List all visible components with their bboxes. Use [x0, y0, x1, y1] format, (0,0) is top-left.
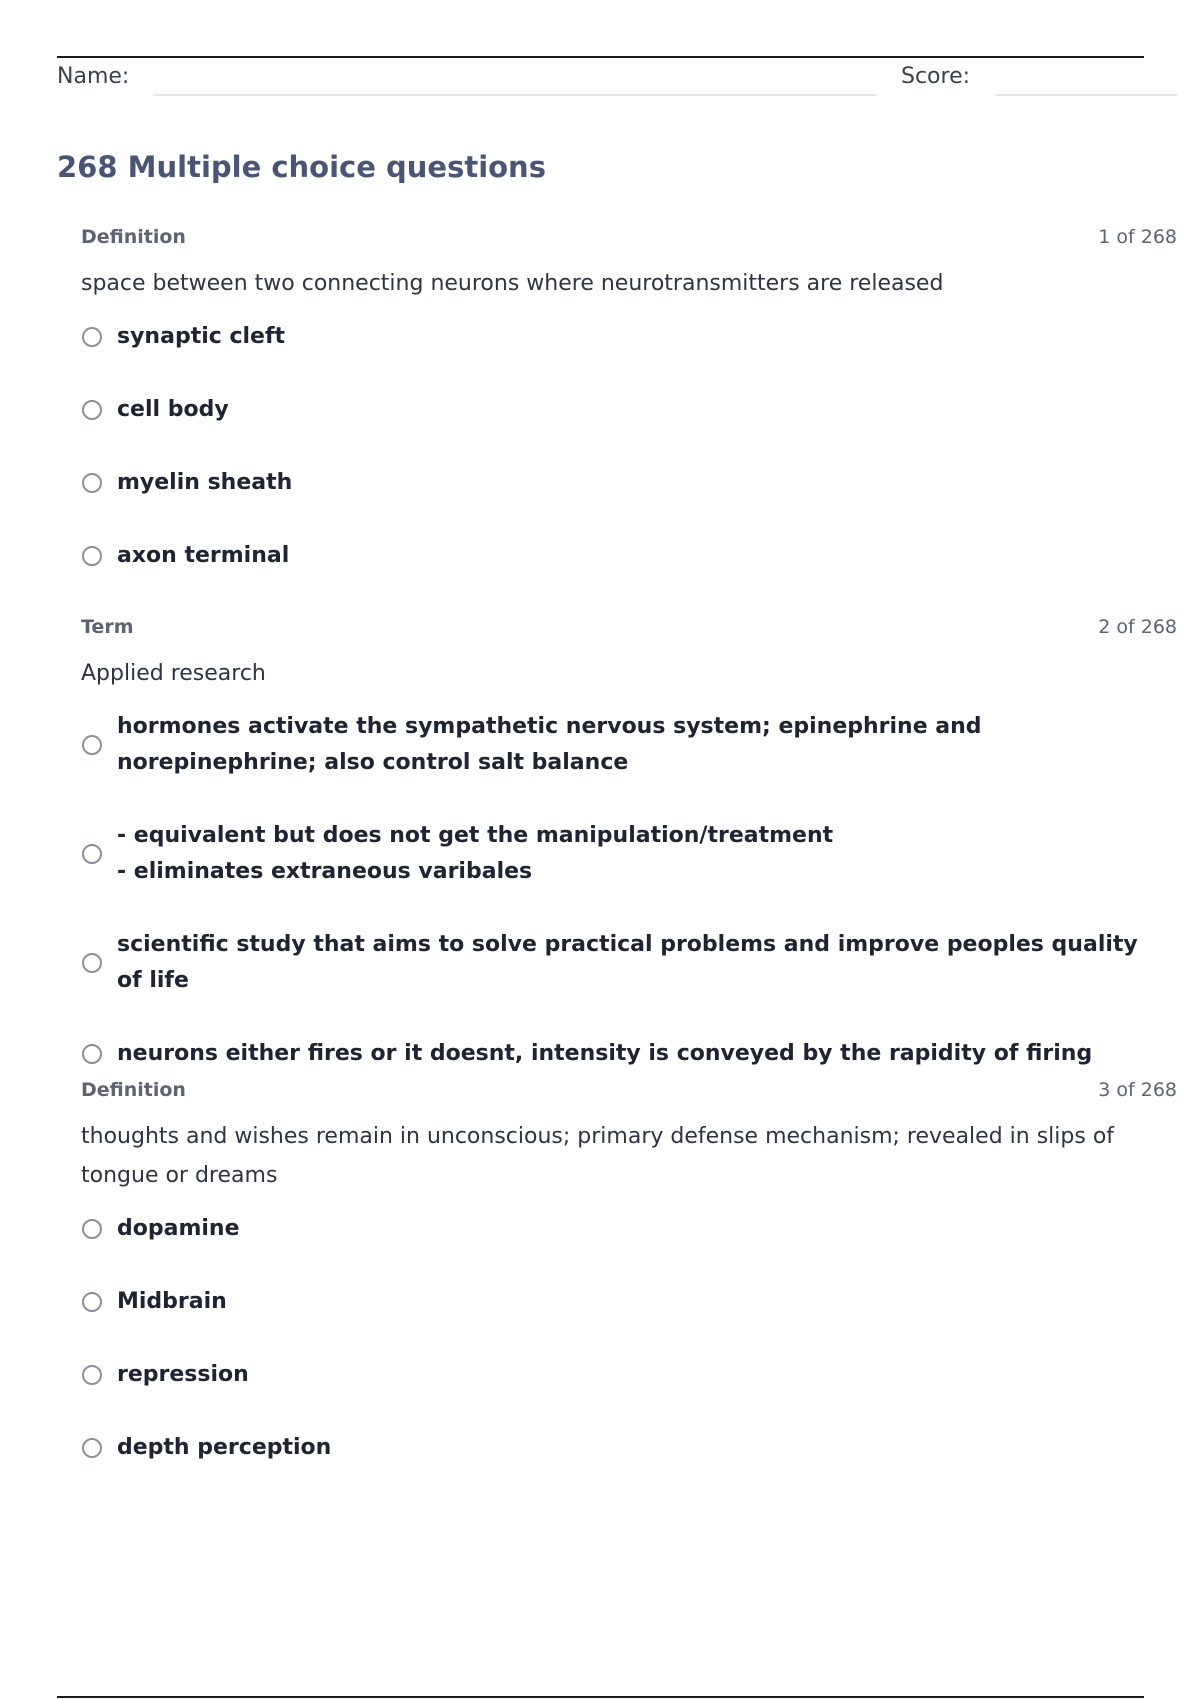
question-1: [81, 226, 1177, 611]
radio-button-icon[interactable]: [82, 1044, 102, 1064]
question-header: [81, 1079, 1177, 1107]
option-b[interactable]: [81, 818, 1177, 890]
question-type: Term: [81, 616, 134, 638]
score-label: Score:: [901, 64, 971, 89]
option-label: scientific study that aims to solve practical problems and improve peoples quality of life: [117, 932, 1138, 993]
radio-button-icon[interactable]: [82, 1292, 102, 1312]
option-d[interactable]: [81, 538, 1177, 574]
radio-button-icon[interactable]: [82, 844, 102, 864]
question-counter: 2 of 268: [1098, 616, 1177, 638]
option-a[interactable]: [81, 1211, 1177, 1247]
option-a[interactable]: [81, 709, 1177, 781]
question-counter: 1 of 268: [1098, 226, 1177, 248]
option-label: axon terminal: [117, 543, 290, 568]
question-header: [81, 616, 1177, 644]
option-c[interactable]: [81, 1357, 1177, 1393]
radio-button-icon[interactable]: [82, 1438, 102, 1458]
radio-button-icon[interactable]: [82, 1365, 102, 1385]
question-header: [81, 226, 1177, 254]
options-list: [81, 709, 1177, 1072]
radio-button-icon[interactable]: [82, 473, 102, 493]
score-field-line[interactable]: [995, 94, 1177, 96]
radio-button-icon[interactable]: [82, 1219, 102, 1239]
radio-button-icon[interactable]: [82, 327, 102, 347]
question-type: Definition: [81, 1079, 186, 1101]
option-label: cell body: [117, 397, 229, 422]
question-prompt: space between two connecting neurons where neurotransmitters are released: [81, 271, 944, 296]
option-label: neurons either fires or it doesnt, intensity is conveyed by the rapidity of firing: [117, 1041, 1093, 1066]
option-label: synaptic cleft: [117, 324, 286, 349]
question-2: [81, 616, 1177, 1109]
option-label: depth perception: [117, 1435, 332, 1460]
option-c[interactable]: [81, 465, 1177, 501]
radio-button-icon[interactable]: [82, 735, 102, 755]
option-b[interactable]: [81, 392, 1177, 428]
radio-button-icon[interactable]: [82, 546, 102, 566]
radio-button-icon[interactable]: [82, 400, 102, 420]
page-title: 268 Multiple choice questions: [57, 150, 546, 184]
question-prompt: Applied research: [81, 661, 266, 686]
option-label: Midbrain: [117, 1289, 227, 1314]
name-field-line[interactable]: [153, 94, 877, 96]
option-label: myelin sheath: [117, 470, 293, 495]
name-label: Name:: [57, 64, 130, 89]
bottom-rule: [57, 1696, 1144, 1698]
question-type: Definition: [81, 226, 186, 248]
question-3: [81, 1079, 1177, 1503]
option-label: repression: [117, 1362, 249, 1387]
options-list: [81, 319, 1177, 574]
option-label: dopamine: [117, 1216, 240, 1241]
option-label: - equivalent but does not get the manipulation/treatment - eliminates extraneous varibales: [117, 823, 834, 884]
top-rule: [57, 56, 1144, 58]
question-prompt: thoughts and wishes remain in unconscious; primary defense mechanism; revealed in slips of tongue or dreams: [81, 1124, 1115, 1188]
option-b[interactable]: [81, 1284, 1177, 1320]
option-a[interactable]: [81, 319, 1177, 355]
options-list: [81, 1211, 1177, 1466]
option-d[interactable]: [81, 1036, 1177, 1072]
option-c[interactable]: [81, 927, 1177, 999]
radio-button-icon[interactable]: [82, 953, 102, 973]
question-counter: 3 of 268: [1098, 1079, 1177, 1101]
option-d[interactable]: [81, 1430, 1177, 1466]
option-label: hormones activate the sympathetic nervous system; epinephrine and norepinephrine; also control salt balance: [117, 714, 982, 775]
